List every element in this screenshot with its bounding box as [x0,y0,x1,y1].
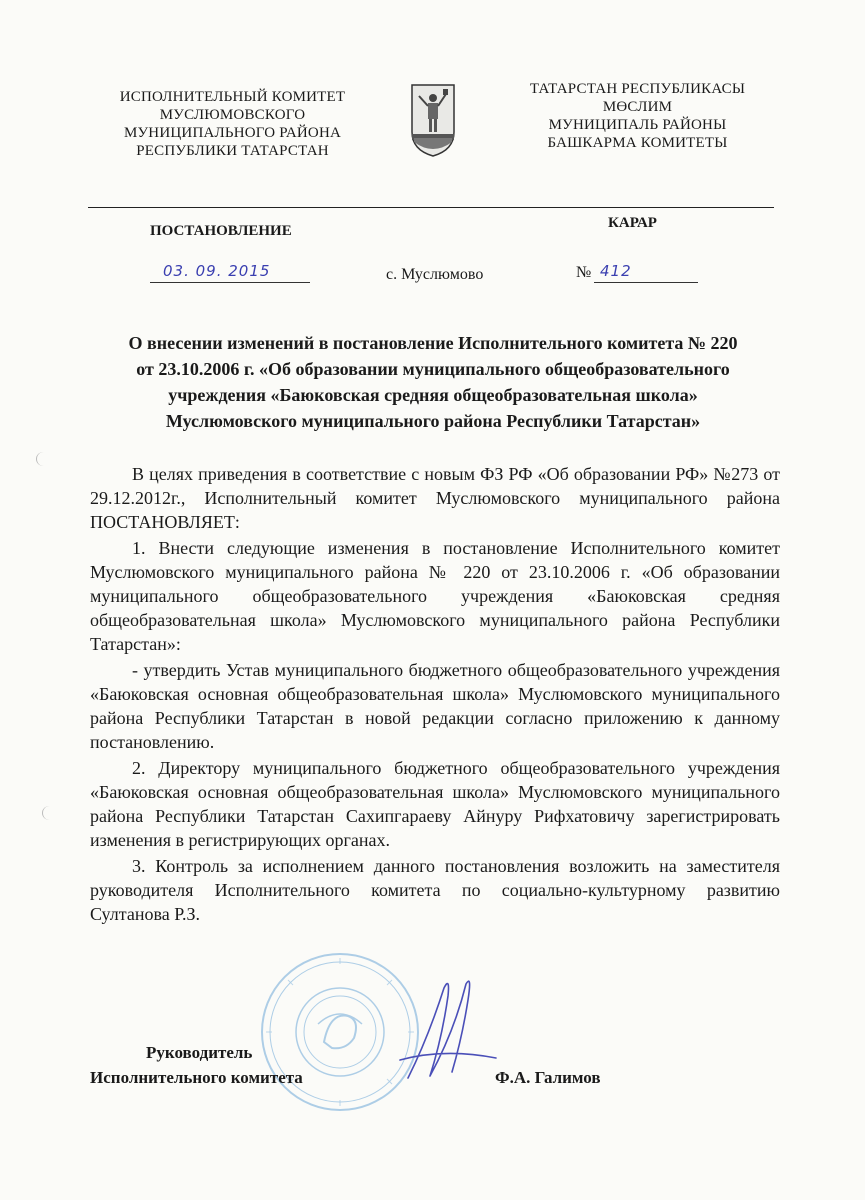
number-underline [594,282,698,283]
header-left-line: МУСЛЮМОВСКОГО [159,107,306,123]
handwritten-signature [392,978,502,1084]
header-right-line: БАШКАРМА КОМИТЕТЫ [547,135,728,151]
date-underline [150,282,310,283]
coat-of-arms-icon [409,82,457,158]
title-line: Муслюмовского муниципального района Республики Татарстан» [165,411,701,431]
body-paragraph: 3. Контроль за исполнением данного постановления возложить на заместителя руководителя Исполнительного комитета по социально-культурному развитию Султанова Р.З. [90,856,780,924]
header-right-line: МУНИЦИПАЛЬ РАЙОНЫ [548,117,727,133]
title-line: О внесении изменений в постановление Исполнительного комитета № 220 [128,333,738,353]
header-right [505,80,770,152]
header-right-line: ТАТАРСТАН РЕСПУБЛИКАСЫ [529,81,746,97]
document-place: с. Муслюмово [386,266,484,283]
header-left-line: МУНИЦИПАЛЬНОГО РАЙОНА [123,125,342,141]
doc-type-right: КАРАР [608,215,657,231]
header-left [100,88,365,160]
body-paragraph: В целях приведения в соответствие с новым ФЗ РФ «Об образовании РФ» №273 от 29.12.2012г., Исполнительный комитет Муслюмовского муниципального района ПОСТАНОВЛЯЕТ: [90,464,780,532]
signer-position-line1: Руководитель [146,1043,253,1062]
header-divider [88,207,774,208]
body-paragraph: 2. Директору муниципального бюджетного общеобразовательного учреждения «Баюковская основная общеобразовательная школа» Муслюмовского муниципального района Республики Татарстан Сахипгараеву Айнуру Рифхатовичу зарегистрировать изменения в регистрирующих органах. [90,758,780,850]
number-prefix: № [576,264,592,281]
body-paragraph: 1. Внести следующие изменения в постановление Исполнительного комитет Муслюмовского муниципального района № 220 от 23.10.2006 г. «Об образовании муниципального общеобразовательного учреждения «Баюковская средняя общеобразовательная школа» Муслюмовского муниципального района Республики Татарстан»: [90,538,780,654]
document-body [90,462,780,928]
document-number: 412 [600,262,632,280]
document-date: 03. 09. 2015 [163,262,271,280]
title-line: учреждения «Баюковская средняя общеобразовательная школа» [168,385,698,405]
title-line: от 23.10.2006 г. «Об образовании муниципального общеобразовательного [136,359,730,379]
signer-position-line2: Исполнительного комитета [90,1068,303,1087]
header-left-line: РЕСПУБЛИКИ ТАТАРСТАН [136,143,329,159]
header-right-line: МӨСЛИМ [602,99,673,115]
punch-mark [36,452,51,466]
punch-mark [42,806,57,820]
body-paragraph: - утвердить Устав муниципального бюджетного общеобразовательного учреждения «Баюковская основная общеобразовательная школа» Муслюмовского муниципального района Республики Татарстан в новой редакции согласно приложению к данному постановлению. [90,660,780,752]
doc-type-left: ПОСТАНОВЛЕНИЕ [150,223,292,239]
header-left-line: ИСПОЛНИТЕЛЬНЫЙ КОМИТЕТ [119,89,346,105]
document-title [80,330,786,434]
signer-name: Ф.А. Галимов [495,1068,601,1087]
